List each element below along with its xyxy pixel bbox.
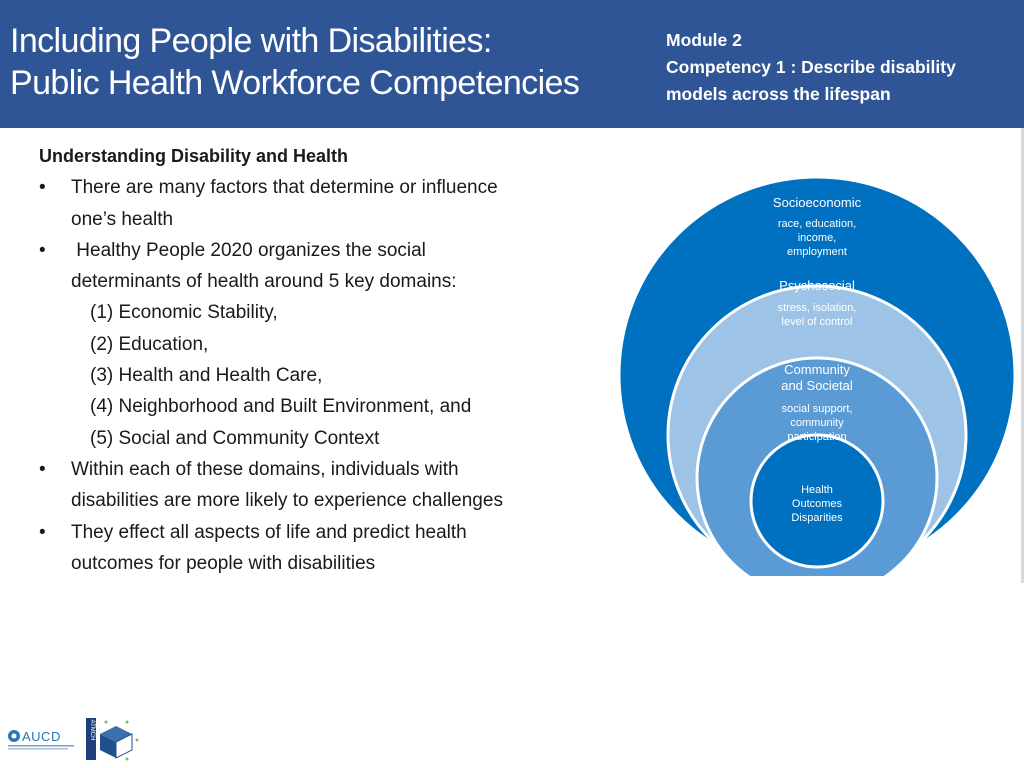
footer-logos	[6, 714, 146, 764]
layer3-desc-2: community	[790, 417, 844, 429]
domain-item-2: (2) Education,	[90, 333, 209, 355]
layer3-title-1: Community	[784, 362, 850, 377]
domain-item-4: (4) Neighborhood and Built Environment, and	[90, 396, 472, 418]
bullet-item	[39, 454, 579, 517]
layer1-title: Socioeconomic	[772, 195, 862, 210]
layer3-desc-3: participation	[787, 431, 847, 443]
domain-item-1: (1) Economic Stability,	[90, 302, 278, 324]
domain-item-3: (3) Health and Health Care,	[90, 365, 323, 387]
layer4-line-1: Health	[801, 484, 833, 496]
bullet-item	[39, 172, 579, 235]
competency-line-2: models across the lifespan	[666, 84, 891, 104]
header-banner	[0, 0, 1024, 128]
module-info	[666, 27, 956, 108]
layer4-line-2: Outcomes	[791, 498, 843, 510]
bullet-1-line-2: one’s health	[71, 208, 174, 230]
bullet-dot: •	[39, 177, 46, 199]
title-line-2: Public Health Workforce Competencies	[10, 64, 580, 102]
layer3-title-2: and Societal	[781, 378, 853, 393]
bullet-dot: •	[39, 521, 46, 543]
bullet-item	[39, 517, 579, 580]
page-title	[10, 20, 579, 104]
aucd-logo-text: AUCD	[22, 729, 61, 744]
module-label: Module 2	[666, 30, 742, 50]
title-line-1: Including People with Disabilities:	[10, 22, 492, 60]
bullet-3-line-1: Within each of these domains, individuals with	[71, 458, 459, 480]
layer2-desc-2: level of control	[781, 316, 853, 328]
aucd-logo	[8, 729, 74, 750]
bullet-dot: •	[39, 458, 46, 480]
atmch-logo-text: ATMCH	[89, 719, 95, 741]
layer1-desc-2: income,	[797, 232, 837, 244]
bullet-3-line-2: disabilities are more likely to experience challenges	[71, 490, 503, 512]
layer3-desc-1: social support,	[781, 403, 853, 415]
atmch-logo	[86, 718, 139, 761]
domain-item-5: (5) Social and Community Context	[90, 427, 380, 449]
social-determinants-diagram	[616, 174, 1018, 576]
bullet-2-line-2: determinants of health around 5 key domains:	[71, 271, 457, 293]
layer1-desc-1: race, education,	[777, 218, 857, 230]
bullet-4-line-1: They effect all aspects of life and predict health	[71, 521, 467, 543]
bullet-2-line-1: Healthy People 2020 organizes the social	[71, 239, 426, 261]
slide-body-text	[39, 141, 579, 579]
layer1-desc-3: employment	[787, 246, 847, 258]
bullet-1-line-1: There are many factors that determine or influence	[71, 177, 498, 199]
bullet-4-line-2: outcomes for people with disabilities	[71, 552, 376, 574]
section-heading: Understanding Disability and Health	[39, 146, 349, 166]
layer4-line-3: Disparities	[791, 512, 843, 524]
layer2-title: Psychosocial	[779, 278, 855, 293]
layer2-desc-1: stress, isolation,	[777, 302, 857, 314]
bullet-item	[39, 235, 579, 298]
bullet-dot: •	[39, 239, 46, 261]
competency-line-1: Competency 1 : Describe disability	[666, 57, 956, 77]
